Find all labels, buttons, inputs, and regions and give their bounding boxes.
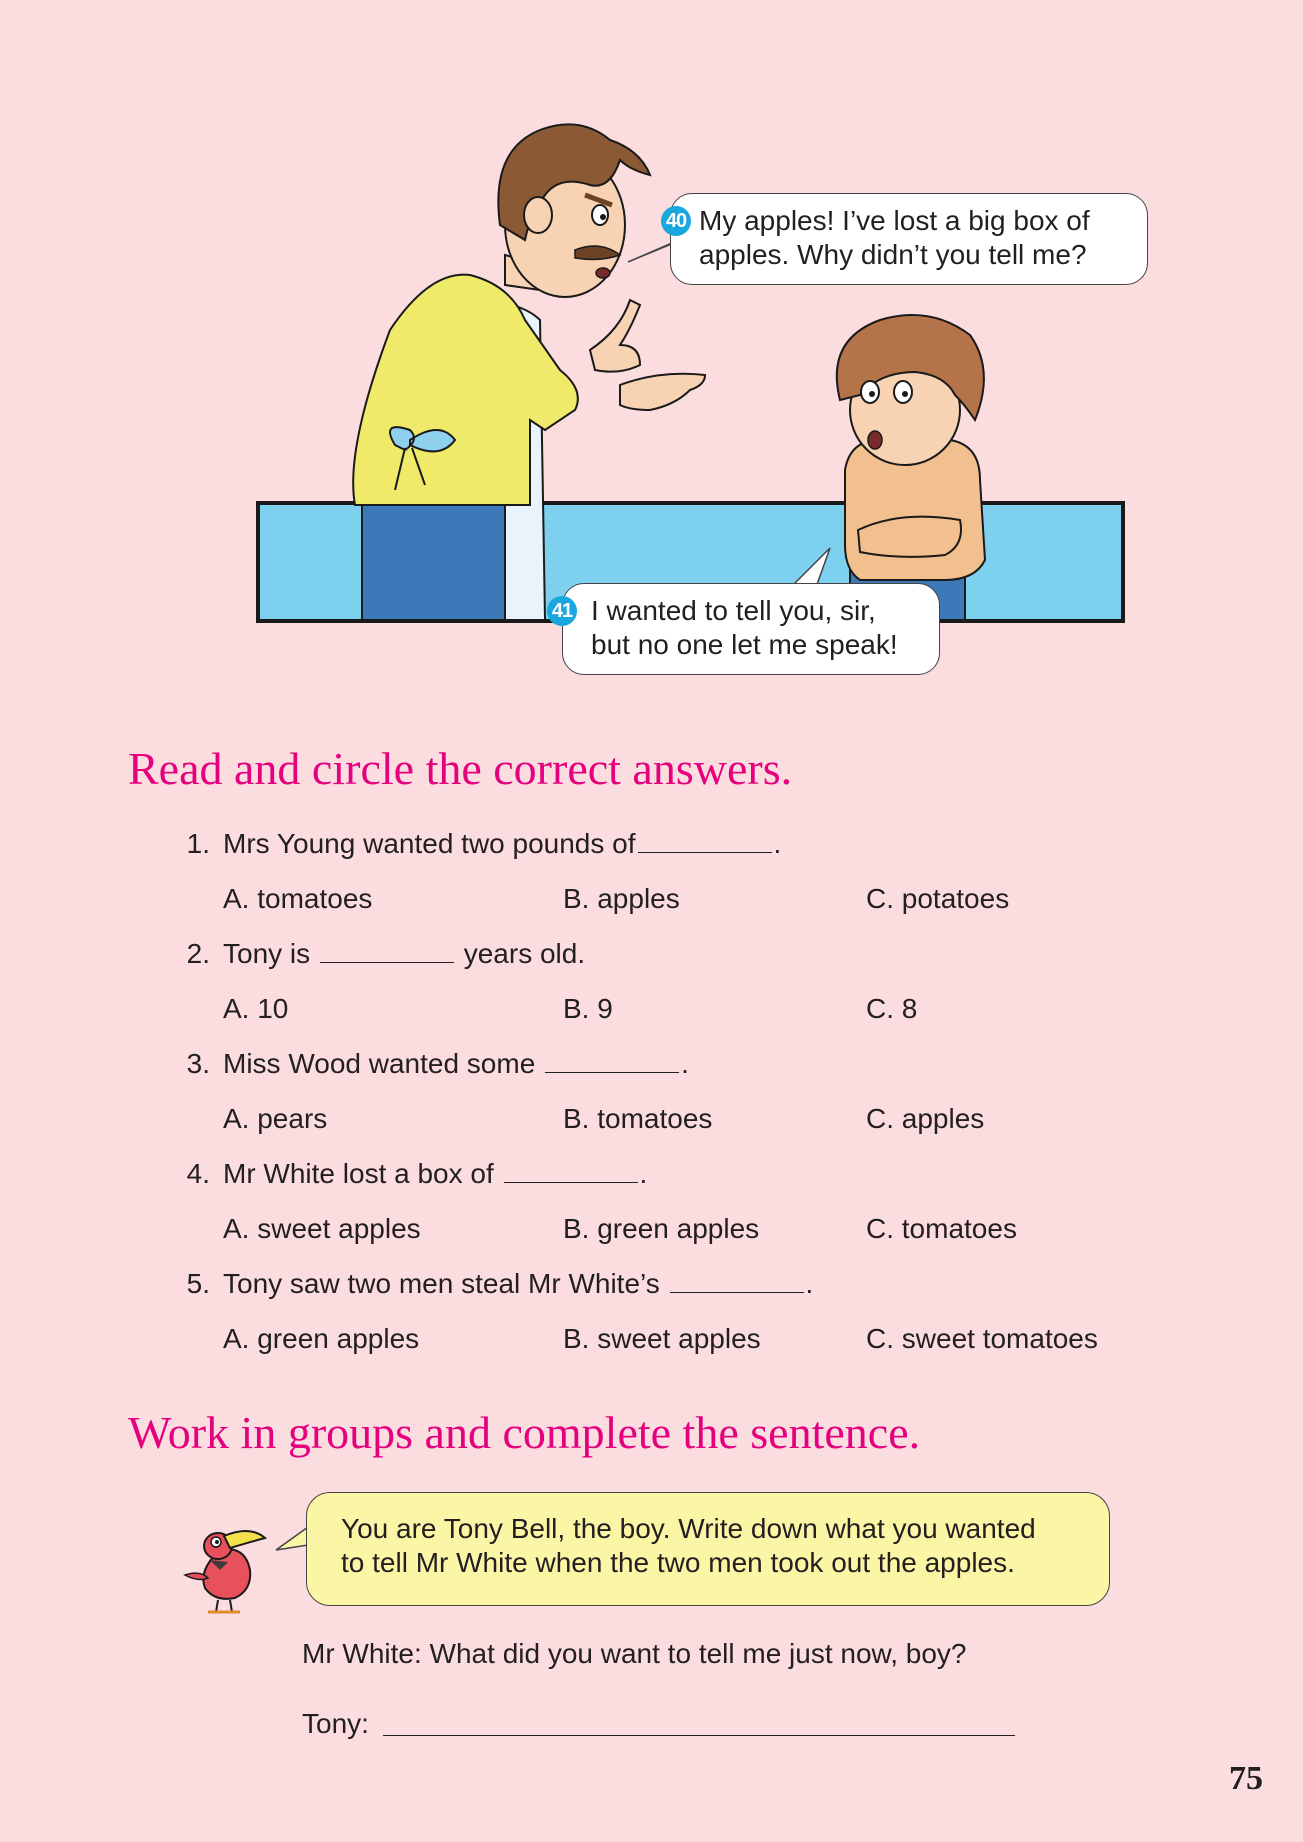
option-a[interactable]: A. pears [223, 1103, 328, 1134]
option-c[interactable]: C. 8 [866, 993, 918, 1024]
option-c[interactable]: C. sweet tomatoes [866, 1323, 1098, 1354]
option-b[interactable]: B. sweet apples [563, 1323, 761, 1354]
dialog-mr-white: Mr White: What did you want to tell me just now, boy? [302, 1638, 967, 1669]
question-number: 4. [186, 1158, 210, 1189]
option-a[interactable]: A. tomatoes [223, 883, 373, 914]
section-heading-read-circle: Read and circle the correct answers. [128, 743, 793, 794]
dialog-tony-label: Tony: [302, 1708, 369, 1739]
option-b[interactable]: B. green apples [563, 1213, 760, 1244]
option-a[interactable]: A. 10 [223, 993, 289, 1024]
section-heading-work-groups: Work in groups and complete the sentence. [128, 1407, 921, 1458]
tony-figure [837, 315, 985, 620]
answer-blank [545, 1050, 679, 1073]
tony-answer-line[interactable] [383, 1735, 1015, 1736]
question-text: Tony is years old. [223, 938, 586, 969]
page-number: 75 [1229, 1760, 1263, 1797]
option-c[interactable]: C. tomatoes [866, 1213, 1017, 1244]
speech-number-badge: 41 [547, 596, 577, 626]
speech-line: I wanted to tell you, sir, [591, 595, 876, 626]
speech-bubble-tony [551, 583, 940, 675]
option-a[interactable]: A. sweet apples [223, 1213, 421, 1244]
question-text: Mrs Young wanted two pounds of . [223, 828, 782, 859]
instruction-line: to tell Mr White when the two men took out the apples. [341, 1547, 1015, 1578]
question-text: Mr White lost a box of . [223, 1158, 648, 1189]
answer-blank [504, 1160, 638, 1183]
option-b[interactable]: B. tomatoes [563, 1103, 713, 1134]
instruction-bubble [306, 1492, 1110, 1606]
question-text: Miss Wood wanted some . [223, 1048, 689, 1079]
answer-blank [670, 1270, 804, 1293]
speech-line: but no one let me speak! [591, 629, 898, 660]
answer-blank [320, 940, 454, 963]
question-number: 5. [186, 1268, 210, 1299]
speech-bubble-mr-white [665, 193, 1148, 285]
option-c[interactable]: C. potatoes [866, 883, 1010, 914]
instruction-line: You are Tony Bell, the boy. Write down what you wanted [341, 1513, 1036, 1544]
option-b[interactable]: B. apples [563, 883, 680, 914]
option-c[interactable]: C. apples [866, 1103, 985, 1134]
bird-mascot-icon [180, 1520, 270, 1615]
question-number: 3. [186, 1048, 210, 1079]
speech-line: My apples! I’ve lost a big box of [699, 205, 1090, 236]
question-number: 2. [186, 938, 210, 969]
answer-blank [638, 830, 772, 853]
option-b[interactable]: B. 9 [563, 993, 613, 1024]
speech-line: apples. Why didn’t you tell me? [699, 239, 1087, 270]
question-text: Tony saw two men steal Mr White’s . [223, 1268, 814, 1299]
speech-number-badge: 40 [661, 206, 691, 236]
option-a[interactable]: A. green apples [223, 1323, 420, 1354]
question-number: 1. [186, 828, 210, 859]
